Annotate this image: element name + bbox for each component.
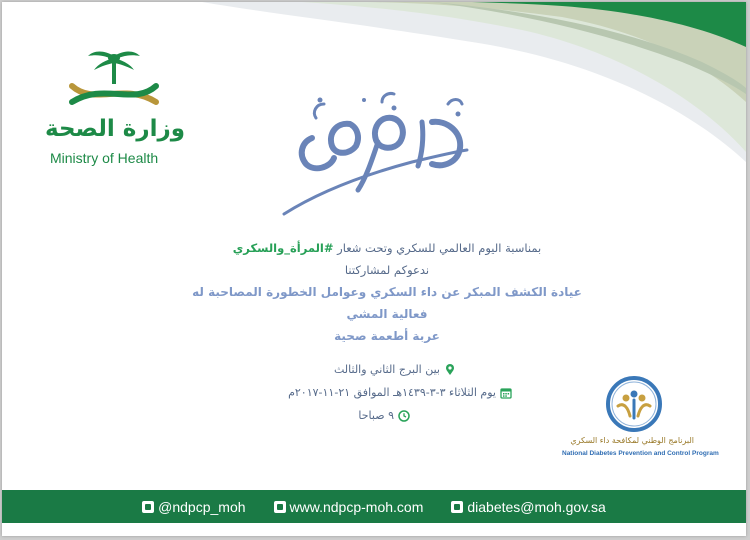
ministry-of-health-logo bbox=[46, 46, 191, 171]
invitation-card bbox=[2, 2, 746, 536]
location-text: بين البرج الثاني والثالث bbox=[334, 363, 440, 376]
time-detail bbox=[358, 409, 410, 422]
calendar-icon bbox=[500, 387, 512, 399]
ministry-english-name: Ministry of Health bbox=[50, 150, 159, 166]
twitter-icon bbox=[142, 501, 154, 513]
twitter-handle: @ndpcp_moh bbox=[158, 498, 246, 515]
invite-line: ندعوكم لمشاركتنا bbox=[344, 263, 430, 277]
website-contact[interactable] bbox=[274, 499, 424, 515]
invitation-text bbox=[152, 237, 622, 347]
invitation-title-calligraphy bbox=[272, 82, 482, 222]
date-detail bbox=[288, 386, 512, 399]
location-pin-icon bbox=[444, 364, 456, 376]
email-address: diabetes@moh.gov.sa bbox=[467, 498, 606, 515]
occasion-text: بمناسبة اليوم العالمي للسكري وتحت شعار bbox=[337, 241, 542, 255]
contact-footer bbox=[2, 490, 746, 523]
location-detail bbox=[334, 363, 456, 376]
bottom-margin bbox=[2, 523, 746, 536]
campaign-hashtag: #المرأة_والسكري bbox=[232, 241, 334, 255]
healthy-food-cart-line: عربة أطعمة صحية bbox=[334, 329, 440, 343]
date-text: يوم الثلاثاء ٣-٣-١٤٣٩هـ الموافق ٢١-١١-٢٠١٧م bbox=[288, 386, 496, 399]
twitter-contact[interactable] bbox=[142, 499, 245, 515]
mail-icon bbox=[451, 501, 463, 513]
occasion-line bbox=[152, 237, 622, 259]
email-contact[interactable] bbox=[451, 499, 605, 515]
website-url: www.ndpcp-moh.com bbox=[289, 498, 424, 515]
diabetes-ring-icon bbox=[604, 374, 664, 434]
ministry-arabic-name: وزارة الصحة bbox=[45, 116, 185, 142]
time-text: ٩ صباحا bbox=[358, 409, 394, 422]
clock-icon bbox=[398, 410, 410, 422]
program-english-name: National Diabetes Prevention and Control Program bbox=[562, 450, 719, 457]
program-arabic-name: البرنامج الوطني لمكافحة داء السكري bbox=[570, 436, 694, 445]
walking-event-line: فعالية المشي bbox=[346, 307, 428, 321]
palm-swords-emblem-icon bbox=[64, 46, 164, 112]
diabetes-program-logo bbox=[562, 374, 719, 464]
instagram-icon bbox=[274, 501, 286, 513]
screening-clinic-line: عيادة الكشف المبكر عن داء السكري وعوامل الخطورة المصاحبة له bbox=[192, 285, 582, 299]
